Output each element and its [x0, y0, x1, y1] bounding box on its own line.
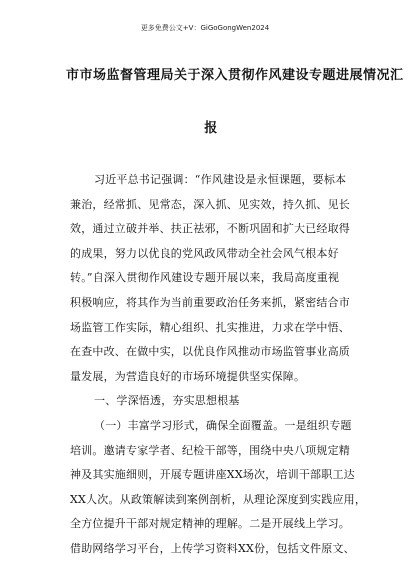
- body-line: XX人次。从政策解读到案例剖析，从理论深度到实践应用，: [70, 492, 367, 506]
- body-line: 兼治，经常抓、见常态，深入抓、见实效，持久抓、见长: [70, 197, 350, 211]
- body-line: 转。”自深入贯彻作风建设专题开展以来，我局高度重视: [70, 271, 340, 285]
- section-heading: 一、学深悟透，夯实思想根基: [94, 394, 240, 408]
- body-line: 借助网络学习平台，上传学习资料XX份，包括文件原文、: [70, 542, 355, 555]
- body-line: 的成果，努力以优良的党风政风带动全社会风气根本好: [70, 246, 339, 260]
- body-line: 培训。邀请专家学者、纪检干部等，围绕中央八项规定精: [70, 443, 350, 457]
- body-line: 量发展，为营造良好的市场环境提供坚实保障。: [70, 369, 306, 383]
- document-title-line-1: 市市场监督管理局关于深入贯彻作风建设专题进展情况汇: [66, 68, 404, 83]
- body-line: 习近平总书记强调：“作风建设是永恒课题，要标本: [94, 173, 347, 186]
- body-line: 积极响应，将其作为当前重要政治任务来抓，紧密结合市: [70, 296, 350, 309]
- body-line: 效，通过立破并举、扶正祛邪，不断巩固和扩大已经取得: [70, 222, 350, 236]
- body-line: （一）丰富学习形式，确保全面覆盖。一是组织专题: [94, 419, 352, 432]
- promo-header-note: 更多免费公文+V：GiGoGongWen2024: [140, 24, 270, 32]
- body-line: 神及其实施细则，开展专题讲座XX场次，培训干部职工达: [70, 468, 355, 482]
- document-title-line-2: 报: [204, 121, 218, 136]
- body-line: 在查中改、在做中实，以优良作风推动市场监管事业高质: [70, 345, 350, 359]
- body-line: 全方位提升干部对规定精神的理解。二是开展线上学习。: [70, 517, 350, 531]
- body-line: 场监管工作实际，精心组织、扎实推进，力求在学中悟、: [70, 320, 350, 334]
